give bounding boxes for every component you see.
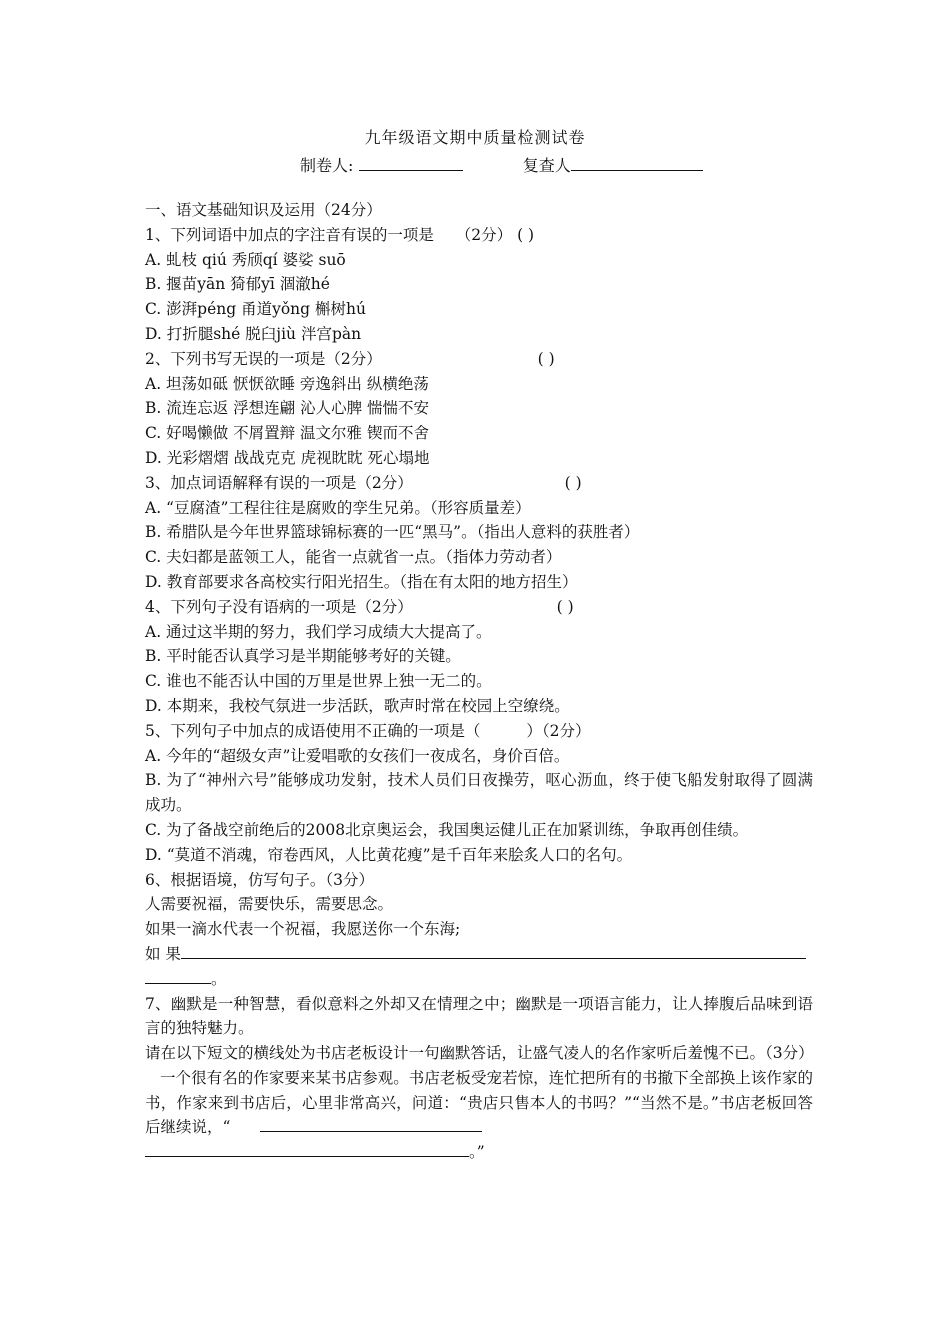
question-7-story-text: 一个很有名的作家要来某书店参观。书店老板受宠若惊，连忙把所有的书撤下全部换上该作家的书，作家来到书店后，心里非常高兴，问道：“贵店只售本人的书吗？”“当然不是。”书店老板回答后继续说，“ <box>145 1068 813 1137</box>
question-7-story <box>145 1066 813 1140</box>
section-heading: 一、语文基础知识及运用（24分） <box>145 201 382 219</box>
question-5-option-c: C. 为了备战空前绝后的2008北京奥运会，我国奥运健儿正在加紧训练，争取再创佳绩。 <box>145 820 749 839</box>
question-4 <box>145 595 813 620</box>
question-1 <box>145 223 813 248</box>
question-1-option-d: D. 打折腿shé 脱臼jiù 泮宫pàn <box>145 324 362 343</box>
question-2-option-a: A. 坦荡如砥 恹恹欲睡 旁逸斜出 纵横绝荡 <box>145 374 429 393</box>
question-6-prompt: 如 果 <box>145 944 181 963</box>
question-7-end: 。” <box>469 1143 485 1162</box>
question-5-option-d: D. “莫道不消魂，帘卷西风，人比黄花瘦”是千百年来脍炙人口的名句。 <box>145 845 633 864</box>
question-6-line-2: 如果一滴水代表一个祝福，我愿送你一个东海; <box>145 920 461 939</box>
question-7-answer-blank-2[interactable] <box>145 1140 469 1157</box>
exam-title: 九年级语文期中质量检测试卷 <box>364 128 586 147</box>
question-3-stem: 3、加点词语解释有误的一项是（2分） <box>145 473 413 492</box>
question-4-option-d: D. 本期来，我校气氛进一步活跃，歌声时常在校园上空缭绕。 <box>145 696 570 715</box>
question-5 <box>145 719 813 744</box>
question-2-stem: 2、下列书写无误的一项是（2分） <box>145 349 382 368</box>
question-4-option-a: A. 通过这半期的努力，我们学习成绩大大提高了。 <box>145 622 492 641</box>
question-3-option-b: B. 希腊队是今年世界篮球锦标赛的一匹“黑马”。（指出人意料的获胜者） <box>145 523 640 542</box>
question-4-option-b: B. 平时能否认真学习是半期能够考好的关键。 <box>145 647 461 666</box>
question-3 <box>145 471 813 496</box>
question-6-end: 。 <box>211 969 227 988</box>
question-4-answer-slot[interactable]: ( ) <box>556 597 574 616</box>
question-7-answer-blank[interactable] <box>260 1115 482 1132</box>
question-7-task: 请在以下短文的横线处为书店老板设计一句幽默答话，让盛气凌人的名作家听后羞愧不已。（3分） <box>145 1044 814 1063</box>
exam-content <box>145 198 813 1165</box>
question-7: 7、幽默是一种智慧，看似意料之外却又在情理之中；幽默是一项语言能力，让人捧腹后品味到语言的独特魅力。 <box>145 994 813 1038</box>
question-3-answer-slot[interactable]: ( ) <box>564 473 582 492</box>
question-2-option-c: C. 好喝懒做 不屑置辩 温文尔雅 锲而不舍 <box>145 424 429 443</box>
question-6: 6、根据语境，仿写句子。（3分） <box>145 870 374 889</box>
question-3-option-c: C. 夫妇都是蓝领工人，能省一点就省一点。（指体力劳动者） <box>145 548 562 567</box>
question-2-option-d: D. 光彩熠熠 战战克克 虎视眈眈 死心塌地 <box>145 448 430 467</box>
question-4-option-c: C. 谁也不能否认中国的万里是世界上独一无二的。 <box>145 672 492 691</box>
question-1-stem: 1、下列词语中加点的字注音有误的一项是 <box>145 225 434 244</box>
maker-label: 制卷人: <box>300 156 354 175</box>
question-3-option-a: A. “豆腐渣”工程往往是腐败的孪生兄弟。（形容质量差） <box>145 498 531 517</box>
question-1-option-b: B. 揠苗yān 猗郁yī 涸澈hé <box>145 275 330 294</box>
question-3-option-d: D. 教育部要求各高校实行阳光招生。（指在有太阳的地方招生） <box>145 572 578 591</box>
exam-staff-line <box>300 152 703 179</box>
checker-label: 复查人 <box>522 156 571 175</box>
question-5-stem-end: ）（2分） <box>526 721 591 740</box>
question-6-answer-continued <box>145 967 813 992</box>
question-5-option-a: A. 今年的“超级女声”让爱唱歌的女孩们一夜成名，身价百倍。 <box>145 746 570 765</box>
question-5-option-b: B. 为了“神州六号”能够成功发射，技术人员们日夜操劳，呕心沥血，终于使飞船发射取得了圆满成功。 <box>145 771 813 815</box>
checker-blank[interactable] <box>571 152 703 171</box>
question-6-answer-blank[interactable] <box>181 942 806 959</box>
question-6-line-1: 人需要祝福，需要快乐，需要思念。 <box>145 895 394 914</box>
question-1-answer-slot[interactable]: ( ) <box>517 225 535 244</box>
question-2-option-b: B. 流连忘返 浮想连翩 沁人心脾 惴惴不安 <box>145 399 430 418</box>
question-7-answer-continued <box>145 1140 813 1165</box>
question-1-option-c: C. 澎湃péng 甬道yǒng 槲树hú <box>145 300 366 319</box>
question-6-answer-blank-2[interactable] <box>145 967 211 984</box>
question-5-stem: 5、下列句子中加点的成语使用不正确的一项是（ <box>145 721 481 740</box>
question-2-answer-slot[interactable]: ( ) <box>537 349 555 368</box>
maker-blank[interactable] <box>359 152 463 171</box>
question-2 <box>145 347 813 372</box>
question-1-option-a: A. 虬枝 qiú 秀颀qí 婆娑 suō <box>145 250 346 269</box>
question-6-prompt-line <box>145 942 813 967</box>
question-4-stem: 4、下列句子没有语病的一项是（2分） <box>145 597 413 616</box>
question-1-score: （2分） <box>455 225 513 244</box>
